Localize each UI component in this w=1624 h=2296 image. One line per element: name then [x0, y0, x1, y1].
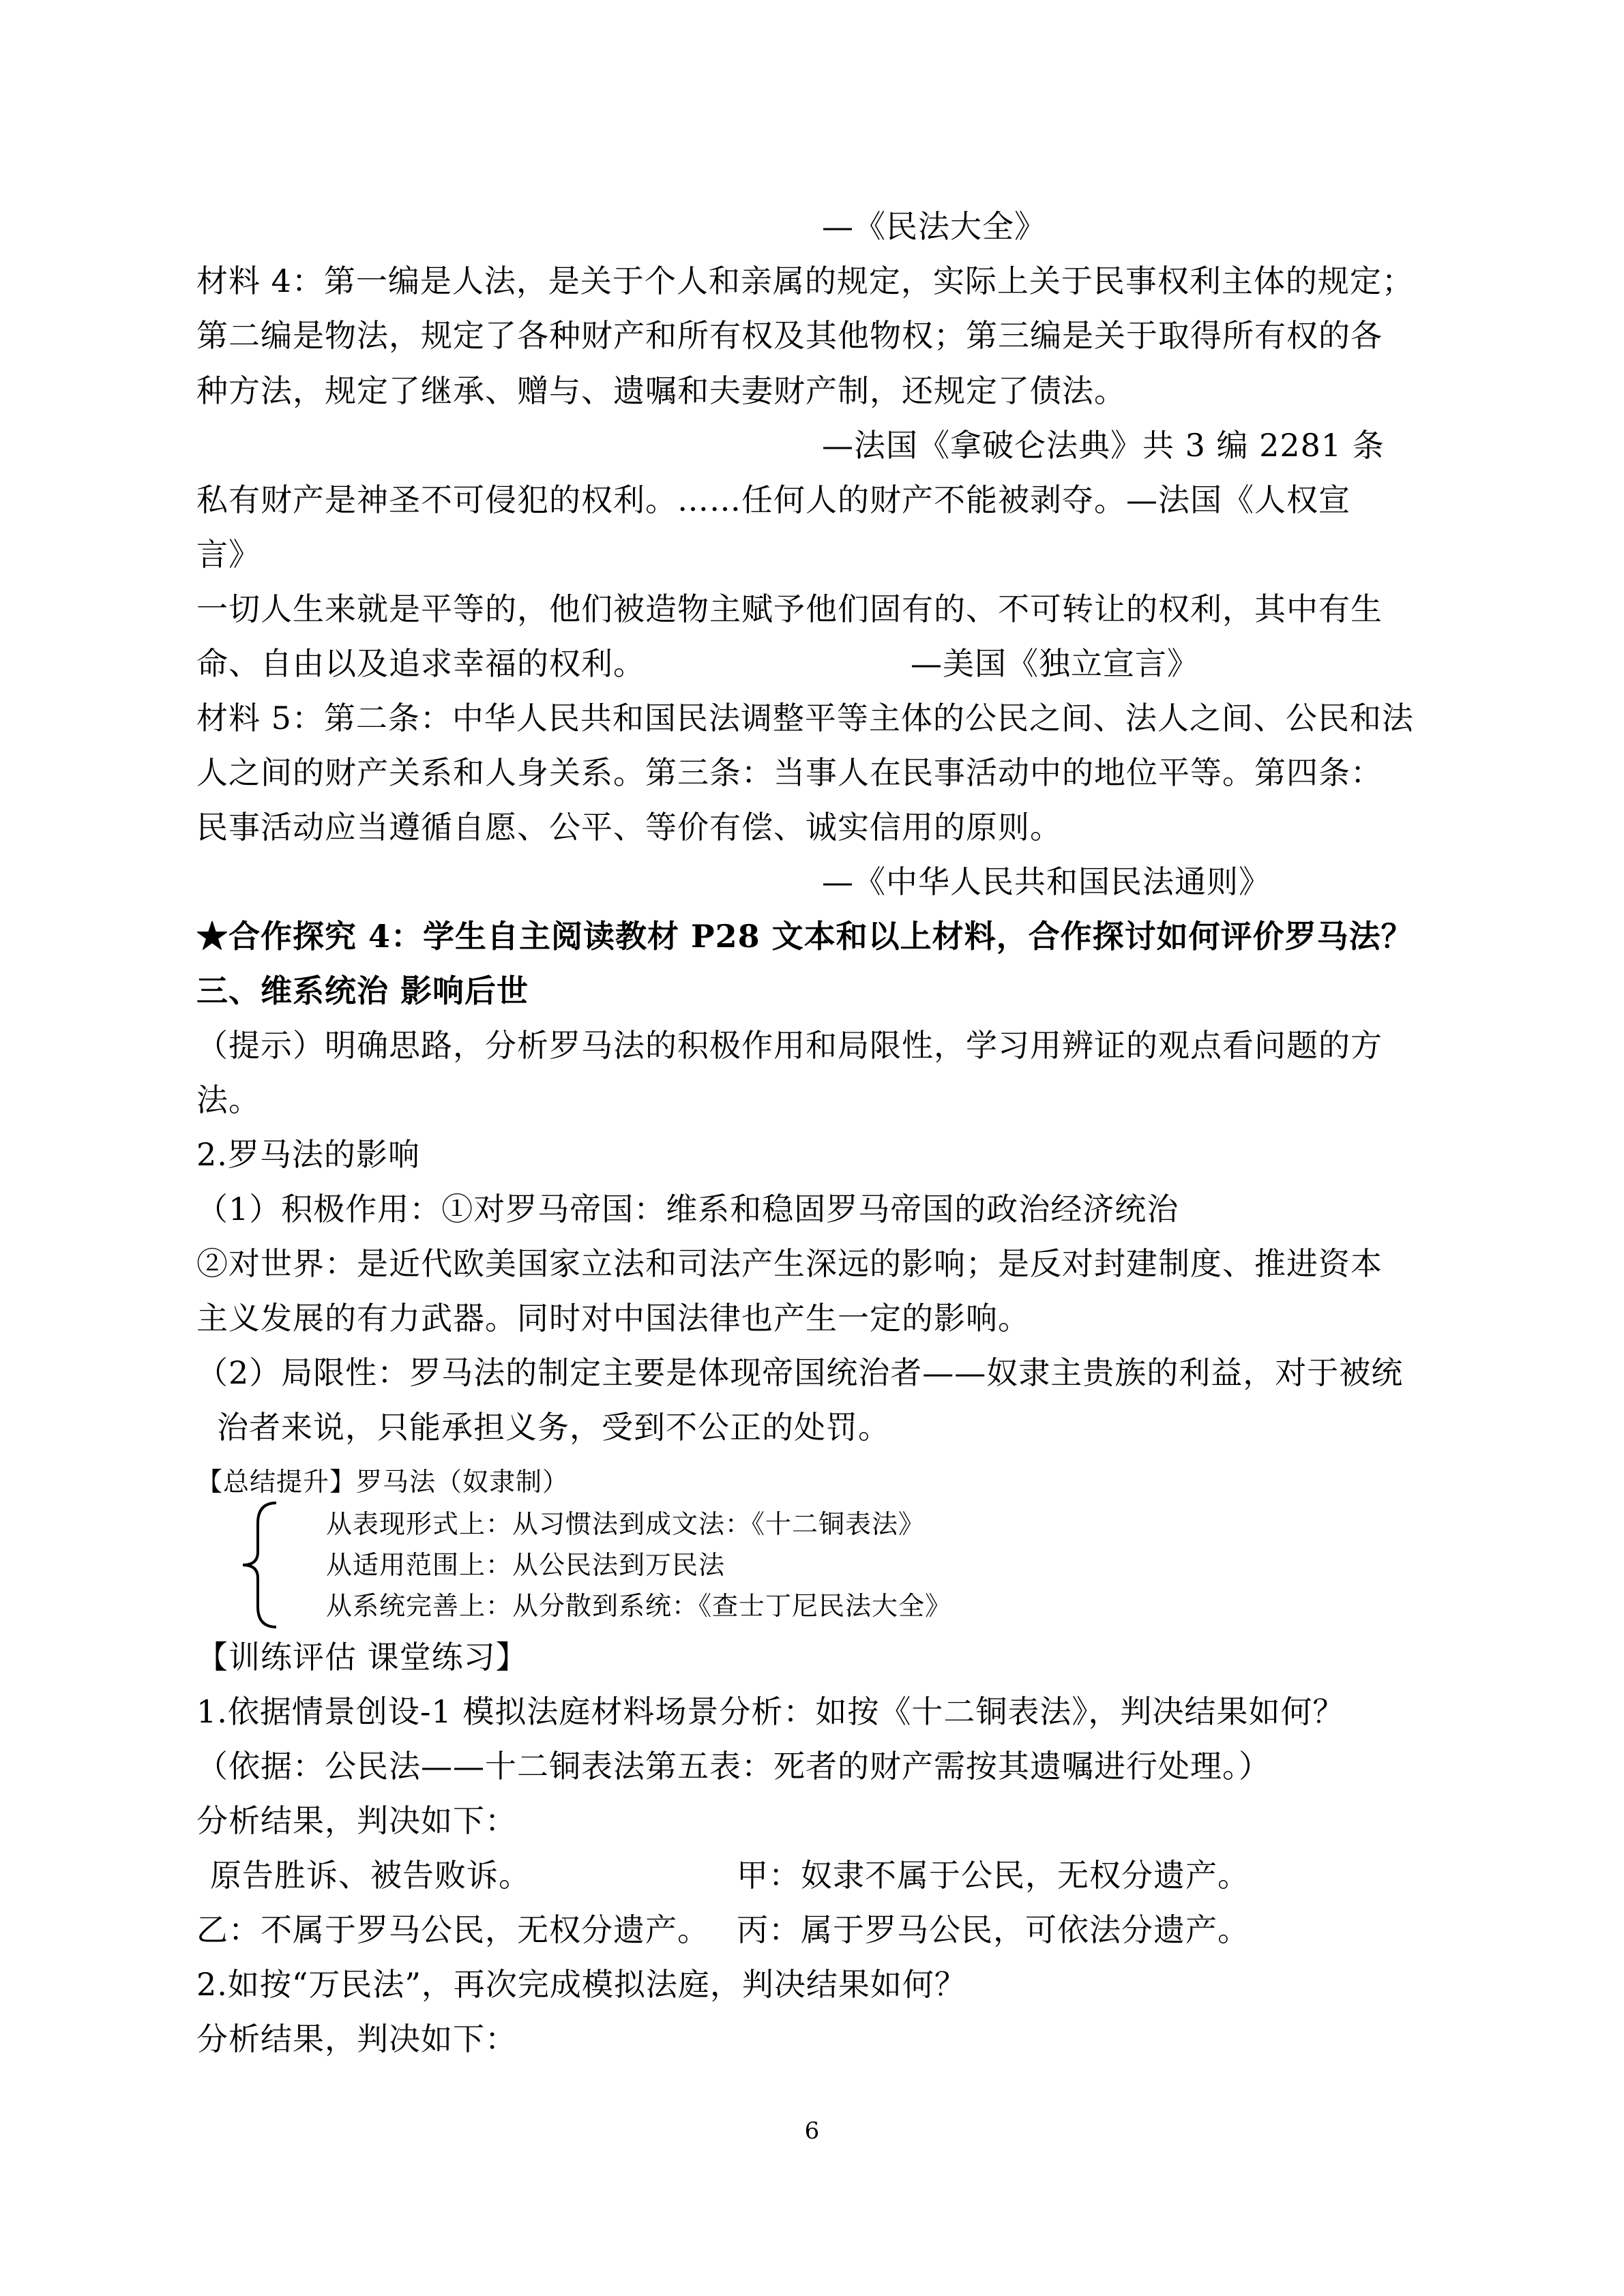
verdict-party-yi: 乙：不属于罗马公民，无权分遗产。 — [196, 1911, 709, 1948]
limitations-line-2: 治者来说，只能承担义务，受到不公正的处罚。 — [217, 1409, 890, 1446]
section-heading-3: 三、维系统治 影响后世 — [196, 972, 529, 1009]
subheading-influence: 2.罗马法的影响 — [196, 1136, 420, 1173]
summary-item-form: 从表现形式上：从习惯法到成文法：《十二铜表法》 — [326, 1509, 926, 1539]
limitations-line-1: （2）局限性：罗马法的制定主要是体现帝国统治者——奴隶主贵族的利益，对于被统 — [196, 1354, 1404, 1391]
positive-effects-line-2: ②对世界：是近代欧美国家立法和司法产生深远的影响；是反对封建制度、推进资本 — [196, 1245, 1383, 1282]
rights-declaration-line-2: 言》 — [196, 536, 261, 573]
material-5-line-2: 人之间的财产关系和人身关系。第三条：当事人在民事活动中的地位平等。第四条： — [196, 754, 1383, 791]
material-4-line-1: 材料 4：第一编是人法，是关于个人和亲属的规定，实际上关于民事权利主体的规定； — [196, 263, 1414, 299]
material-5-line-1: 材料 5：第二条：中华人民共和国民法调整平等主体的公民之间、法人之间、公民和法 — [196, 700, 1414, 736]
rights-declaration-line-1: 私有财产是神圣不可侵犯的权利。……任何人的财产不能被剥夺。—法国《人权宣 — [196, 481, 1350, 518]
verdict-party-jia: 甲：奴隶不属于公民，无权分遗产。 — [737, 1857, 1250, 1894]
exercise-1-question: 1.依据情景创设-1 模拟法庭材料场景分析：如按《十二铜表法》，判决结果如何？ — [196, 1693, 1345, 1730]
verdict-plaintiff: 原告胜诉、被告败诉。 — [210, 1857, 531, 1894]
analysis-result-label-2: 分析结果，判决如下： — [196, 2021, 517, 2057]
material-4-line-3: 种方法，规定了继承、赠与、遗嘱和夫妻财产制，还规定了债法。 — [196, 372, 1126, 409]
material-4-line-2: 第二编是物法，规定了各种财产和所有权及其他物权；第三编是关于取得所有权的各 — [196, 317, 1383, 354]
independence-declaration-line-1: 一切人生来就是平等的，他们被造物主赋予他们固有的、不可转让的权利，其中有生 — [196, 591, 1383, 627]
material-5-line-3: 民事活动应当遵循自愿、公平、等价有偿、诚实信用的原则。 — [196, 809, 1062, 846]
citation-civil-law-corpus: —《民法大全》 — [822, 208, 1046, 245]
exercise-heading: 【训练评估 课堂练习】 — [196, 1639, 528, 1675]
summary-item-scope: 从适用范围上：从公民法到万民法 — [326, 1550, 726, 1580]
positive-effects-line-1: （1）积极作用：①对罗马帝国：维系和稳固罗马帝国的政治经济统治 — [196, 1191, 1179, 1227]
cooperative-inquiry-4: ★合作探究 4：学生自主阅读教材 P28 文本和以上材料，合作探讨如何评价罗马法？ — [196, 918, 1413, 955]
exercise-1-basis: （依据：公民法——十二铜表法第五表：死者的财产需按其遗嘱进行处理。） — [196, 1748, 1271, 1785]
summary-item-system: 从系统完善上：从分散到系统：《查士丁尼民法大全》 — [326, 1591, 952, 1621]
independence-declaration-line-2: 命、自由以及追求幸福的权利。 — [196, 645, 645, 682]
brace-icon — [239, 1500, 280, 1630]
citation-independence-declaration: —美国《独立宣言》 — [911, 645, 1199, 682]
positive-effects-line-3: 主义发展的有力武器。同时对中国法律也产生一定的影响。 — [196, 1300, 1030, 1337]
citation-napoleonic-code: —法国《拿破仑法典》共 3 编 2281 条 — [822, 427, 1385, 464]
verdict-party-bing: 丙：属于罗马公民，可依法分遗产。 — [737, 1911, 1250, 1948]
page-number: 6 — [804, 2117, 820, 2145]
hint-line-2: 法。 — [196, 1082, 261, 1118]
citation-general-principles-civil-law: —《中华人民共和国民法通则》 — [822, 863, 1271, 900]
hint-line-1: （提示）明确思路，分析罗马法的积极作用和局限性，学习用辨证的观点看问题的方 — [196, 1027, 1383, 1064]
analysis-result-label-1: 分析结果，判决如下： — [196, 1802, 517, 1839]
summary-heading: 【总结提升】罗马法（奴隶制） — [196, 1467, 570, 1497]
exercise-2-question: 2.如按“万民法”，再次完成模拟法庭，判决结果如何？ — [196, 1966, 966, 2003]
